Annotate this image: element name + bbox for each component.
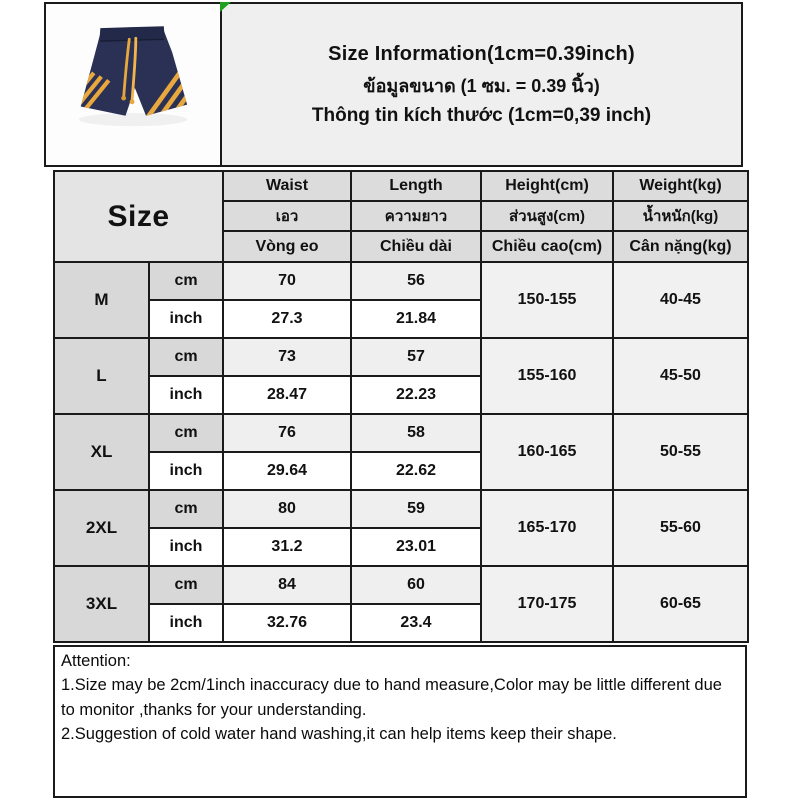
weight-range: 55-60 [613, 490, 748, 566]
waist-cm-value: 70 [223, 262, 351, 300]
title-english: Size Information(1cm=0.39inch) [328, 42, 635, 65]
unit-cm-label: cm [149, 414, 223, 452]
waist-inch-value: 32.76 [223, 604, 351, 642]
height-range: 170-175 [481, 566, 613, 642]
waist-inch-value: 28.47 [223, 376, 351, 414]
size-label: M [54, 262, 149, 338]
size-label: 3XL [54, 566, 149, 642]
height-range: 155-160 [481, 338, 613, 414]
weight-range: 60-65 [613, 566, 748, 642]
length-inch-value: 22.62 [351, 452, 481, 490]
unit-cm-label: cm [149, 566, 223, 604]
height-range: 150-155 [481, 262, 613, 338]
col-header-weight: Weight(kg) [613, 171, 748, 201]
size-label: 2XL [54, 490, 149, 566]
col-header-weight-th: น้ำหนัก(kg) [613, 201, 748, 231]
unit-cm-label: cm [149, 338, 223, 376]
col-header-length-th: ความยาว [351, 201, 481, 231]
size-header-cell: Size [54, 171, 223, 262]
unit-inch-label: inch [149, 300, 223, 338]
size-table [53, 170, 749, 643]
col-header-waist: Waist [223, 171, 351, 201]
col-header-length-vi: Chiều dài [351, 231, 481, 262]
weight-range: 50-55 [613, 414, 748, 490]
height-range: 165-170 [481, 490, 613, 566]
unit-inch-label: inch [149, 604, 223, 642]
col-header-height-vi: Chiều cao(cm) [481, 231, 613, 262]
waist-cm-value: 80 [223, 490, 351, 528]
size-row-m-cm [54, 262, 748, 300]
length-cm-value: 56 [351, 262, 481, 300]
unit-cm-label: cm [149, 262, 223, 300]
waist-cm-value: 73 [223, 338, 351, 376]
waist-inch-value: 29.64 [223, 452, 351, 490]
green-corner-flag [220, 2, 231, 12]
col-header-length: Length [351, 171, 481, 201]
length-inch-value: 23.01 [351, 528, 481, 566]
title-vietnamese: Thông tin kích thước (1cm=0,39 inch) [311, 104, 652, 126]
waist-inch-value: 27.3 [223, 300, 351, 338]
top-section [44, 2, 743, 167]
title-box [222, 2, 743, 167]
length-inch-value: 22.23 [351, 376, 481, 414]
length-cm-value: 57 [351, 338, 481, 376]
attention-note-2: 2.Suggestion of cold water hand washing,it can help items keep their shape. [61, 724, 617, 743]
product-image-box [44, 2, 222, 167]
size-label: L [54, 338, 149, 414]
shorts-image [49, 10, 217, 160]
weight-range: 45-50 [613, 338, 748, 414]
size-row-xl-cm [54, 414, 748, 452]
header-row-english [54, 171, 748, 201]
size-row-l-cm [54, 338, 748, 376]
length-cm-value: 60 [351, 566, 481, 604]
unit-inch-label: inch [149, 452, 223, 490]
length-inch-value: 21.84 [351, 300, 481, 338]
col-header-waist-vi: Vòng eo [223, 231, 351, 262]
waist-inch-value: 31.2 [223, 528, 351, 566]
unit-cm-label: cm [149, 490, 223, 528]
unit-inch-label: inch [149, 528, 223, 566]
length-inch-value: 23.4 [351, 604, 481, 642]
size-row-2xl-cm [54, 490, 748, 528]
size-label: XL [54, 414, 149, 490]
waist-cm-value: 76 [223, 414, 351, 452]
col-header-weight-vi: Cân nặng(kg) [613, 231, 748, 262]
col-header-height-th: ส่วนสูง(cm) [481, 201, 613, 231]
title-thai: ข้อมูลขนาด (1 ซม. = 0.39 นิ้ว) [363, 75, 600, 96]
waist-cm-value: 84 [223, 566, 351, 604]
col-header-waist-th: เอว [223, 201, 351, 231]
attention-note-1: 1.Size may be 2cm/1inch inaccuracy due to hand measure,Color may be little different due to monitor ,thanks for your understanding. [61, 676, 722, 719]
unit-inch-label: inch [149, 376, 223, 414]
length-cm-value: 59 [351, 490, 481, 528]
weight-range: 40-45 [613, 262, 748, 338]
size-row-3xl-cm [54, 566, 748, 604]
length-cm-value: 58 [351, 414, 481, 452]
attention-box [53, 645, 747, 798]
height-range: 160-165 [481, 414, 613, 490]
col-header-height: Height(cm) [481, 171, 613, 201]
attention-heading: Attention: [61, 652, 131, 670]
